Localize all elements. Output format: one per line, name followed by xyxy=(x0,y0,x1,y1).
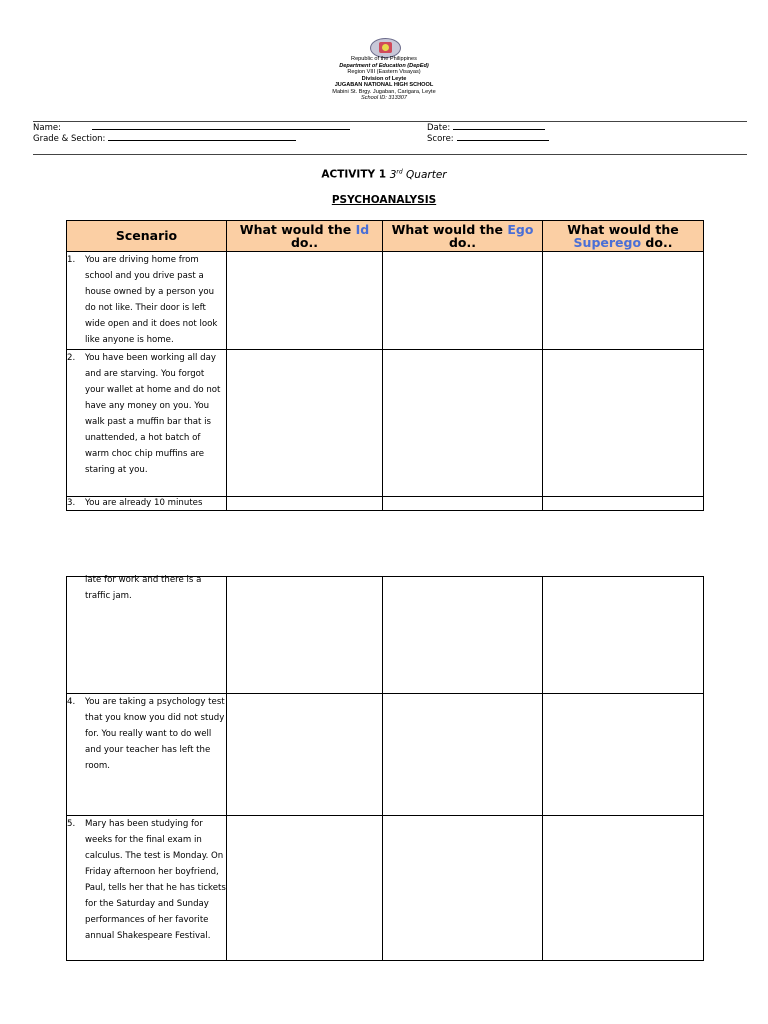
score-label: Score: xyxy=(427,134,454,144)
score-blank[interactable] xyxy=(457,133,549,141)
id-term: Id xyxy=(355,221,370,237)
score-field[interactable] xyxy=(427,133,549,145)
id-answer-cell-3a[interactable] xyxy=(227,497,383,511)
table-row xyxy=(67,694,704,816)
header-scenario: Scenario xyxy=(67,221,227,252)
scenario-cell-1: 1. You are driving home from school and you drive past a house owned by a person you do not like. Their door is left wide open and it does not look like anyone is home. xyxy=(67,252,227,350)
superego-answer-cell-2[interactable] xyxy=(543,350,704,497)
scenario-cell-5: 5. Mary has been studying for weeks for the final exam in calculus. The test is Monday. On Friday afternoon her boyfriend, Paul, tells her that he has tickets for the Saturday and Sunday performances of her favorite annual Shakespeare Festival. xyxy=(67,816,227,961)
id-answer-cell-5[interactable] xyxy=(227,816,383,961)
letterhead-school: JUGABAN NATIONAL HIGH SCHOOL xyxy=(334,82,434,88)
id-answer-cell-2[interactable] xyxy=(227,350,383,497)
table-header-row xyxy=(67,221,704,252)
header-divider-bottom xyxy=(33,154,747,155)
table-row xyxy=(67,497,704,511)
grade-section-field[interactable] xyxy=(33,133,296,145)
deped-seal-icon xyxy=(370,38,401,58)
grade-section-blank[interactable] xyxy=(108,133,296,141)
letterhead-region: Region VIII (Eastern Visayas) xyxy=(347,69,421,75)
psychoanalysis-table-part1 xyxy=(66,220,704,511)
id-answer-cell-1[interactable] xyxy=(227,252,383,350)
activity-number: ACTIVITY 1 xyxy=(321,168,387,181)
table-row xyxy=(67,350,704,497)
quarter-word: Quarter xyxy=(406,168,447,181)
scenario-cell-2: 2. You have been working all day and are starving. You forgot your wallet at home and do not have any money on you. You walk past a muffin bar that is unattended, a hot batch of warm choc chip muffins are staring at you. xyxy=(67,350,227,497)
header-ego: What would the Ego do.. xyxy=(383,221,543,252)
header-superego: What would the Superego do.. xyxy=(543,221,704,252)
letterhead-republic: Republic of the Philippines xyxy=(351,56,417,62)
scenario-cell-3a: 3. You are already 10 minutes xyxy=(67,497,227,511)
activity-title xyxy=(0,168,768,181)
ego-term: Ego xyxy=(507,221,534,237)
ego-answer-cell-5[interactable] xyxy=(383,816,543,961)
letterhead-address: Mabini St. Brgy. Jugaban, Carigara, Leyte xyxy=(332,88,436,95)
superego-term: Superego xyxy=(573,235,642,250)
ego-answer-cell-3a[interactable] xyxy=(383,497,543,511)
superego-answer-cell-3a[interactable] xyxy=(543,497,704,511)
letterhead-school-id: School ID: 313307 xyxy=(360,95,408,101)
ego-answer-cell-2[interactable] xyxy=(383,350,543,497)
superego-answer-cell-4[interactable] xyxy=(543,694,704,816)
superego-answer-cell-3b[interactable] xyxy=(543,577,704,694)
superego-answer-cell-1[interactable] xyxy=(543,252,704,350)
quarter-number: 3 xyxy=(389,168,397,181)
psychoanalysis-table-part2 xyxy=(66,576,704,961)
date-label: Date: xyxy=(427,123,451,133)
ego-answer-cell-1[interactable] xyxy=(383,252,543,350)
table-row xyxy=(67,252,704,350)
activity-subtitle: PSYCHOANALYSIS xyxy=(331,194,437,206)
scenario-cell-3b: late for work and there is a traffic jam. xyxy=(67,577,227,694)
letterhead-division: Division of Leyte xyxy=(361,75,407,82)
superego-answer-cell-5[interactable] xyxy=(543,816,704,961)
name-blank[interactable] xyxy=(92,122,350,130)
ego-answer-cell-4[interactable] xyxy=(383,694,543,816)
letterhead-department: Department of Education (DepEd) xyxy=(339,62,429,69)
table-row xyxy=(67,816,704,961)
ego-answer-cell-3b[interactable] xyxy=(383,577,543,694)
scenario-cell-4: 4. You are taking a psychology test that you know you did not study for. You really want to do well and your teacher has left the room. xyxy=(67,694,227,816)
grade-section-label: Grade & Section: xyxy=(33,134,106,144)
quarter-suffix: rd xyxy=(396,168,403,175)
name-label: Name: xyxy=(33,123,61,133)
header-id: What would the Id do.. xyxy=(227,221,383,252)
table-row xyxy=(67,577,704,694)
id-answer-cell-3b[interactable] xyxy=(227,577,383,694)
date-blank[interactable] xyxy=(453,122,545,130)
id-answer-cell-4[interactable] xyxy=(227,694,383,816)
